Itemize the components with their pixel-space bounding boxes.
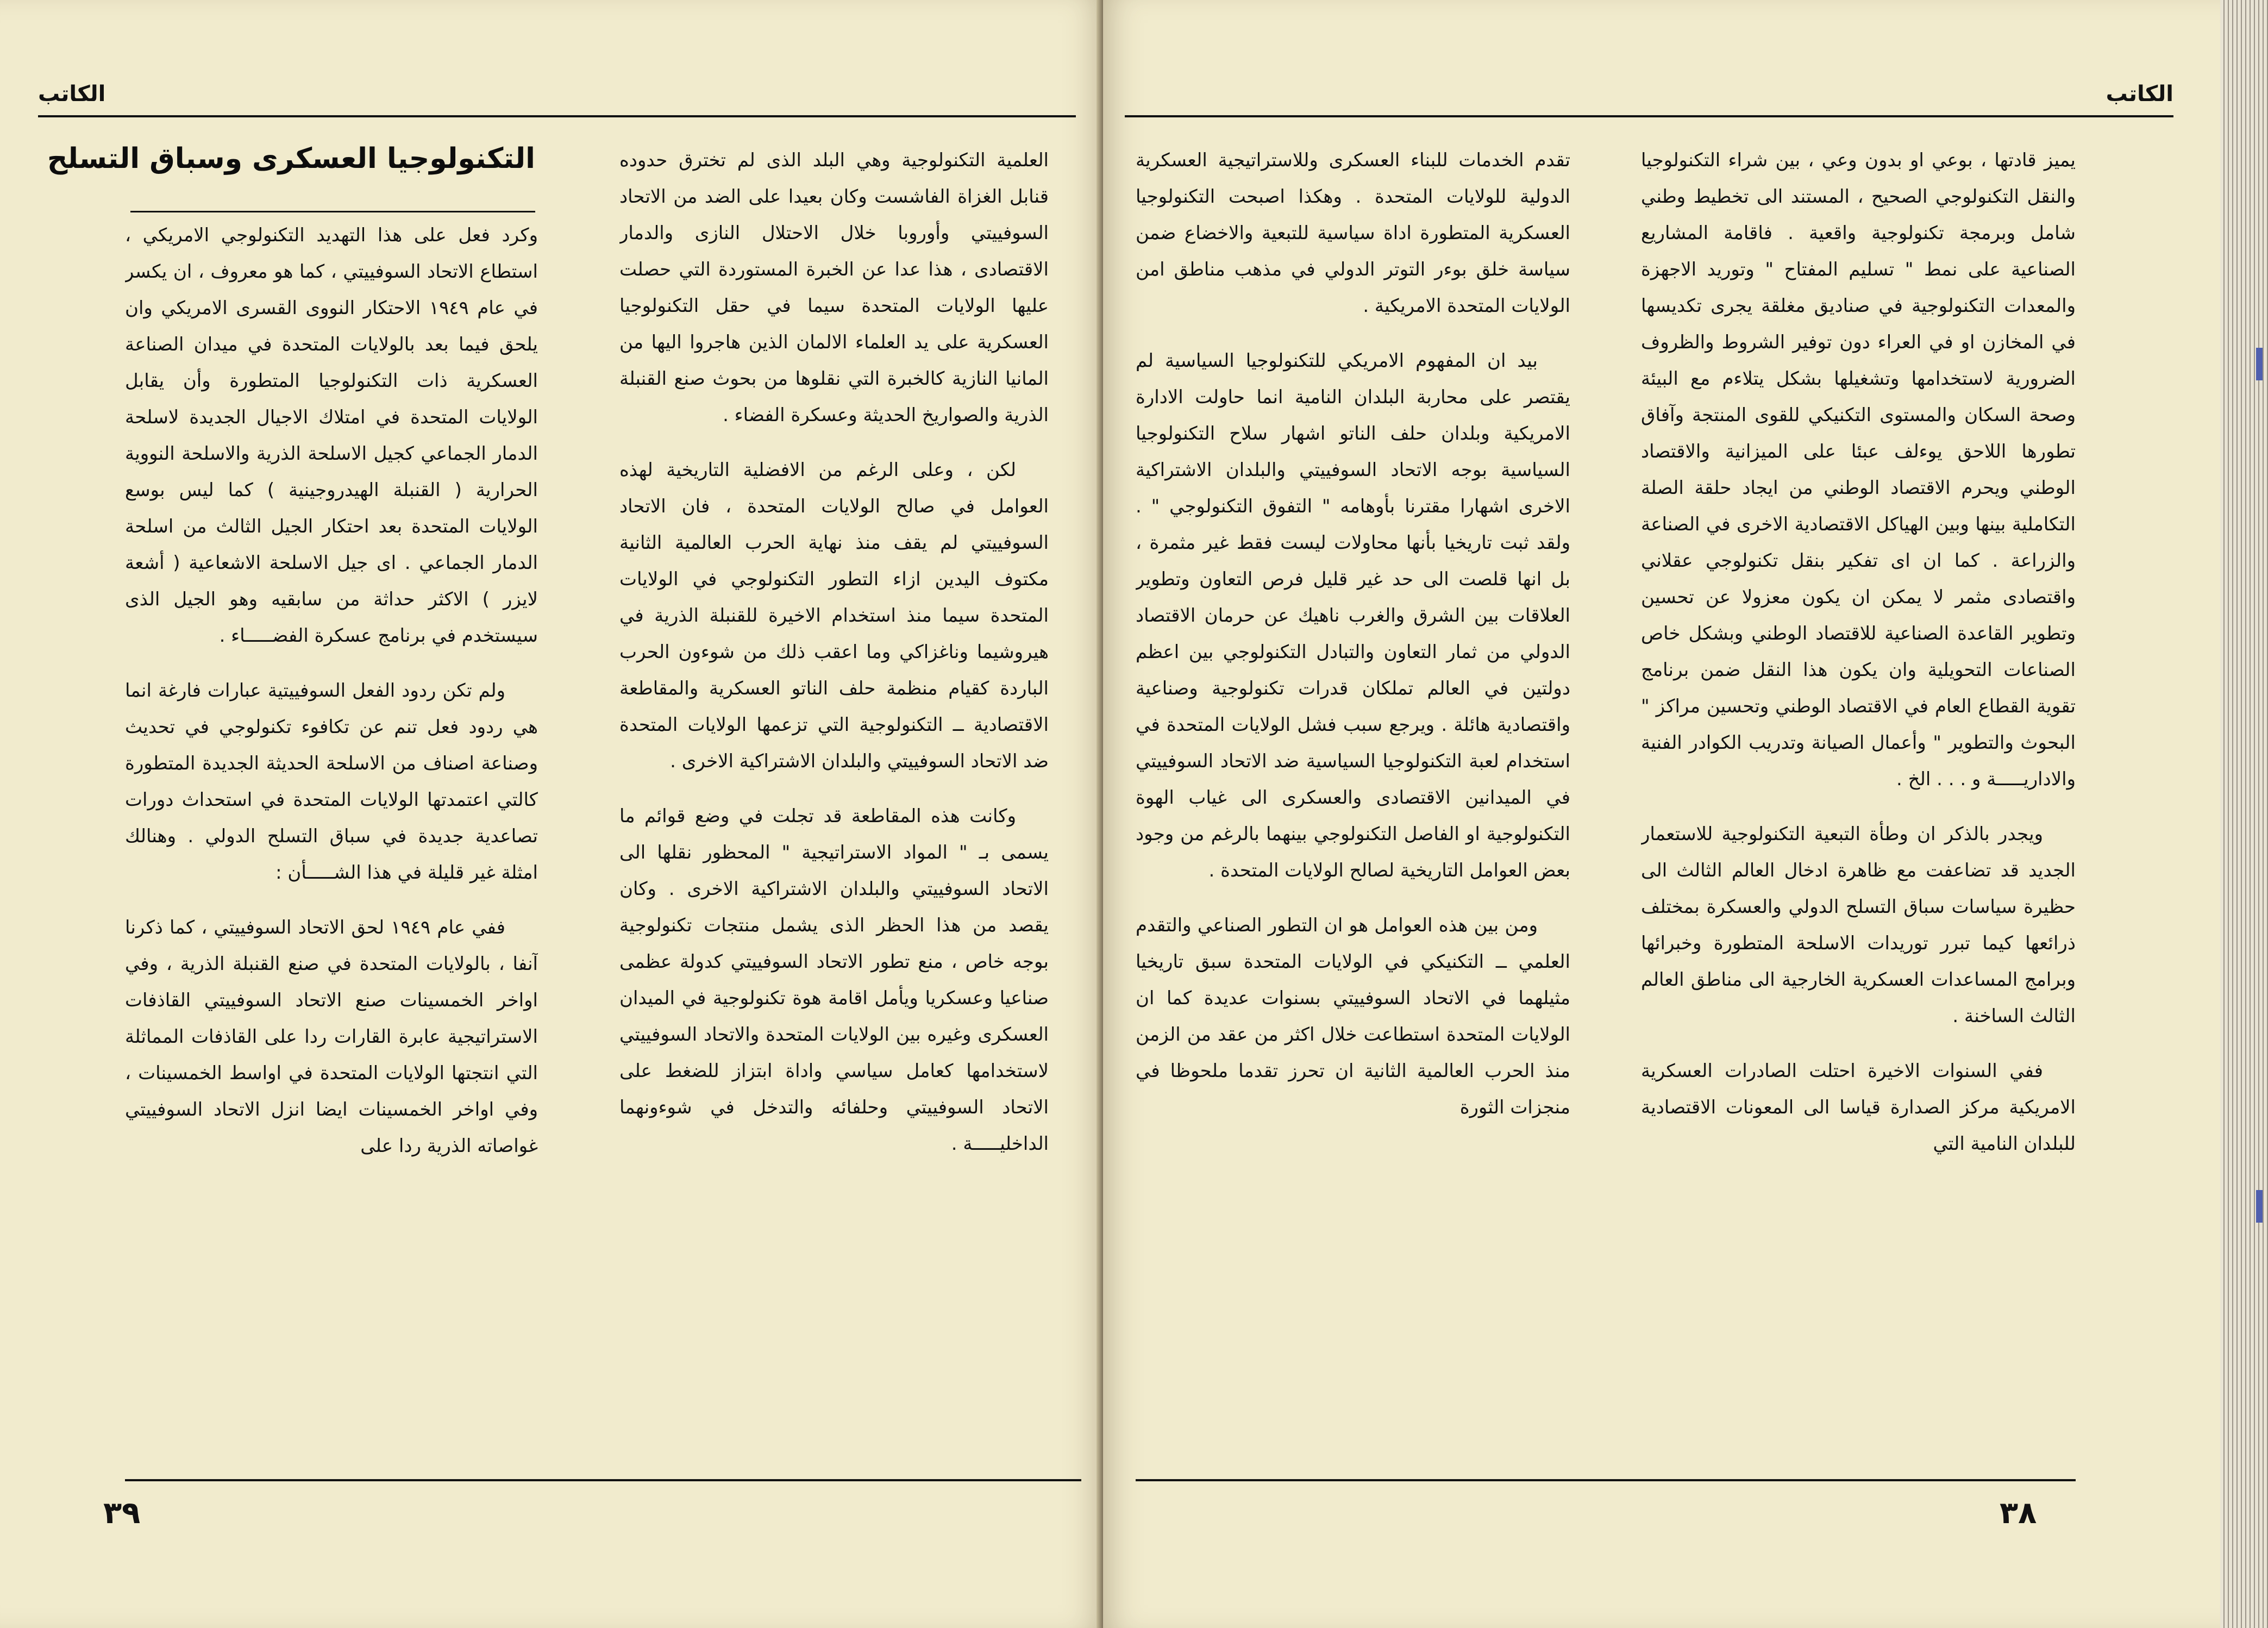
left-page-column-left	[619, 142, 1049, 1462]
right-page-column-left	[1136, 142, 1570, 1462]
right-page	[1103, 0, 2220, 1628]
header-rule-right	[1125, 115, 2173, 117]
footer-rule-left	[125, 1479, 1081, 1481]
header-rule-left	[38, 115, 1076, 117]
paragraph: ولم تكن ردود الفعل السوفييتية عبارات فارغة انما هي ردود فعل تنم عن تكافوء تكنولوجي في تحديث وصناعة اصناف من الاسلحة الحديثة الجديدة المتطورة كالتي اعتمدتها الولايات المتحدة في استحداث دورات تصاعدية جديدة في سباق التسلح الدولي . وهنالك امثلة غير قليلة في هذا الشـــــأن :	[125, 680, 538, 884]
right-page-column-right	[1641, 142, 2076, 1462]
page-edges	[2220, 0, 2268, 1628]
title-underline	[130, 211, 535, 212]
page-number-right: ٣٨	[2000, 1495, 2037, 1531]
paragraph: ومن بين هذه العوامل هو ان التطور الصناعي والتقدم العلمي ــ التكنيكي في الولايات المتحدة سبق تاريخيا مثيلهما في الاتحاد السوفييتي بسنوات عديدة كما ان الولايات المتحدة استطاعت خلال اكثر من عقد من الزمن منذ الحرب العالمية الثانية ان تحرز تقدما ملحوظا في منجزات الثورة	[1136, 915, 1570, 1118]
paragraph: بيد ان المفهوم الامريكي للتكنولوجيا السياسية لم يقتصر على محاربة البلدان النامية انما حاولت الادارة الامريكية وبلدان حلف الناتو اشهار سلاح التكنولوجيا السياسية بوجه الاتحاد السوفييتي والبلدان الاشتراكية الاخرى اشهارا مقترنا بأوهامه " التفوق التكنولوجي " . ولقد ثبت تاريخيا بأنها محاولات ليست فقط غير مثمرة ، بل انها قلصت الى حد غير قليل فرص التعاون وتطوير العلاقات بين الشرق والغرب ناهيك عن حرمان الاقتصاد الدولي من ثمار التعاون والتبادل التكنولوجي بين اعظم دولتين في العالم تملكان قدرات تكنولوجية وصناعية واقتصادية هائلة . ويرجع سبب فشل الولايات المتحدة في استخدام لعبة التكنولوجيا السياسية ضد الاتحاد السوفييتي في الميدانين الاقتصادى والعسكرى الى غياب الهوة التكنولوجية او الفاصل التكنولوجي بينهما بالرغم من وجود بعض العوامل التاريخية لصالح الولايات المتحدة .	[1136, 350, 1570, 881]
page-number-left: ٣٩	[103, 1495, 141, 1531]
running-header-right: الكاتب	[2106, 82, 2173, 107]
running-header-left: الكاتب	[38, 82, 106, 107]
paragraph: ويجدر بالذكر ان وطأة التبعية التكنولوجية للاستعمار الجديد قد تضاعفت مع ظاهرة ادخال العالم الثالث الى حظيرة سياسات سباق التسلح الدولي والعسكرة بمختلف ذرائعها كيما تبرر توريدات الاسلحة المتطورة وخبرائها وبرامج المساعدات العسكرية الخارجية الى مناطق العالم الثالث الساخنة .	[1641, 823, 2076, 1027]
paragraph: وكانت هذه المقاطعة قد تجلت في وضع قوائم ما يسمى بـ " المواد الاستراتيجية " المحظور نقلها الى الاتحاد السوفييتي والبلدان الاشتراكية الاخرى . وكان يقصد من هذا الحظر الذى يشمل منتجات تكنولوجية بوجه خاص ، منع تطور الاتحاد السوفييتي كدولة عظمى صناعيا وعسكريا ويأمل اقامة هوة تكنولوجية في الميدان العسكرى وغيره بين الولايات المتحدة والاتحاد السوفييتي لاستخدامها كعامل سياسي واداة ابتزاز للضغط على الاتحاد السوفييتي وحلفائه والتدخل في شوءونهما الداخليـــــة .	[619, 805, 1049, 1155]
left-page-column-right	[125, 217, 538, 1462]
paragraph: ففي السنوات الاخيرة احتلت الصادرات العسكرية الامريكية مركز الصدارة قياسا الى المعونات الاقتصادية للبلدان النامية التي	[1641, 1060, 2076, 1155]
paragraph: تقدم الخدمات للبناء العسكرى وللاستراتيجية العسكرية الدولية للولايات المتحدة . وهكذا اصبحت التكنولوجيا العسكرية المتطورة اداة سياسية للتبعية والاخضاع ضمن سياسة خلق بوءر التوتر الدولي في مذهب مناطق امن الولايات المتحدة الامريكية .	[1136, 149, 1570, 317]
page-tab-marker	[2256, 1190, 2263, 1223]
page-tab-marker	[2256, 348, 2263, 380]
article-title: التكنولوجيا العسكرى وسباق التسلح	[47, 142, 535, 175]
paragraph: يميز قادتها ، بوعي او بدون وعي ، بين شراء التكنولوجيا والنقل التكنولوجي الصحيح ، المستند الى تخطيط وطني شامل وبرمجة تكنولوجية واقعية . فاقامة المشاريع الصناعية على نمط " تسليم المفتاح " وتوريد الاجهزة والمعدات التكنولوجية في صناديق مغلقة يجرى تكديسها في المخازن او في العراء دون توفير الشروط والظروف الضرورية لاستخدامها وتشغيلها بشكل يتلاءم مع البيئة وصحة السكان والمستوى التكنيكي للقوى المنتجة وآفاق تطورها اللاحق يوءلف عبئا على الميزانية والاقتصاد الوطني ويحرم الاقتصاد الوطني من ايجاد حلقة الصلة التكاملية بينها وبين الهياكل الاقتصادية الاخرى في الصناعة والزراعة . كما ان اى تفكير بنقل تكنولوجي عقلاني واقتصادى مثمر لا يمكن ان يكون معزولا عن تحسين وتطوير القاعدة الصناعية للاقتصاد الوطني وبشكل خاص الصناعات التحويلية وان يكون هذا النقل ضمن برنامج تقوية القطاع العام في الاقتصاد الوطني وتحسين مراكز " البحوث والتطوير " وأعمال الصيانة وتدريب الكوادر الفنية والاداريـــــة و . . . الخ .	[1641, 149, 2076, 790]
paragraph: ففي عام ١٩٤٩ لحق الاتحاد السوفييتي ، كما ذكرنا آنفا ، بالولايات المتحدة في صنع القنبلة الذرية ، وفي اواخر الخمسينات صنع الاتحاد السوفييتي القاذفات الاستراتيجية عابرة القارات ردا على القاذفات المماثلة التي انتجتها الولايات المتحدة في اواسط الخمسينات ، وفي اواخر الخمسينات ايضا انزل الاتحاد السوفييتي غواصاته الذرية ردا على	[125, 917, 538, 1157]
footer-rule-right	[1136, 1479, 2076, 1481]
left-page	[0, 0, 1103, 1628]
paragraph: وكرد فعل على هذا التهديد التكنولوجي الامريكي ، استطاع الاتحاد السوفييتي ، كما هو معروف ، ان يكسر في عام ١٩٤٩ الاحتكار النووى القسرى الامريكي وان يلحق فيما بعد بالولايات المتحدة في ميدان الصناعة العسكرية ذات التكنولوجيا المتطورة وأن يقابل الولايات المتحدة في امتلاك الاجيال الجديدة لاسلحة الدمار الجماعي كجيل الاسلحة الذرية والاسلحة النووية الحرارية ( القنبلة الهيدروجينية ) كما ليس بوسع الولايات المتحدة بعد احتكار الجيل الثالث من اسلحة الدمار الجماعي . اى جيل الاسلحة الاشعاعية ( أشعة لايزر ) الاكثر حداثة من سابقيه وهو الجيل الذى سيستخدم في برنامج عسكرة الفضـــــاء .	[125, 224, 538, 647]
paragraph: لكن ، وعلى الرغم من الافضلية التاريخية لهذه العوامل في صالح الولايات المتحدة ، فان الاتحاد السوفييتي لم يقف منذ نهاية الحرب العالمية الثانية مكتوف اليدين ازاء التطور التكنولوجي في الولايات المتحدة سيما منذ استخدام الاخيرة للقنبلة الذرية في هيروشيما وناغزاكي وما اعقب ذلك من شوءون الحرب الباردة كقيام منظمة حلف الناتو العسكرية والمقاطعة الاقتصادية ــ التكنولوجية التي تزعمها الولايات المتحدة ضد الاتحاد السوفييتي والبلدان الاشتراكية الاخرى .	[619, 459, 1049, 772]
paragraph: العلمية التكنولوجية وهي البلد الذى لم تخترق حدوده قنابل الغزاة الفاشست وكان بعيدا على الضد من الاتحاد السوفييتي وأوروبا خلال الاحتلال النازى والدمار الاقتصادى ، هذا عدا عن الخبرة المستوردة التي حصلت عليها الولايات المتحدة سيما في حقل التكنولوجيا العسكرية على يد العلماء الالمان الذين هاجروا اليها من المانيا النازية كالخبرة التي نقلوها من بحوث صنع القنبلة الذرية والصواريخ الحديثة وعسكرة الفضاء .	[619, 149, 1049, 426]
